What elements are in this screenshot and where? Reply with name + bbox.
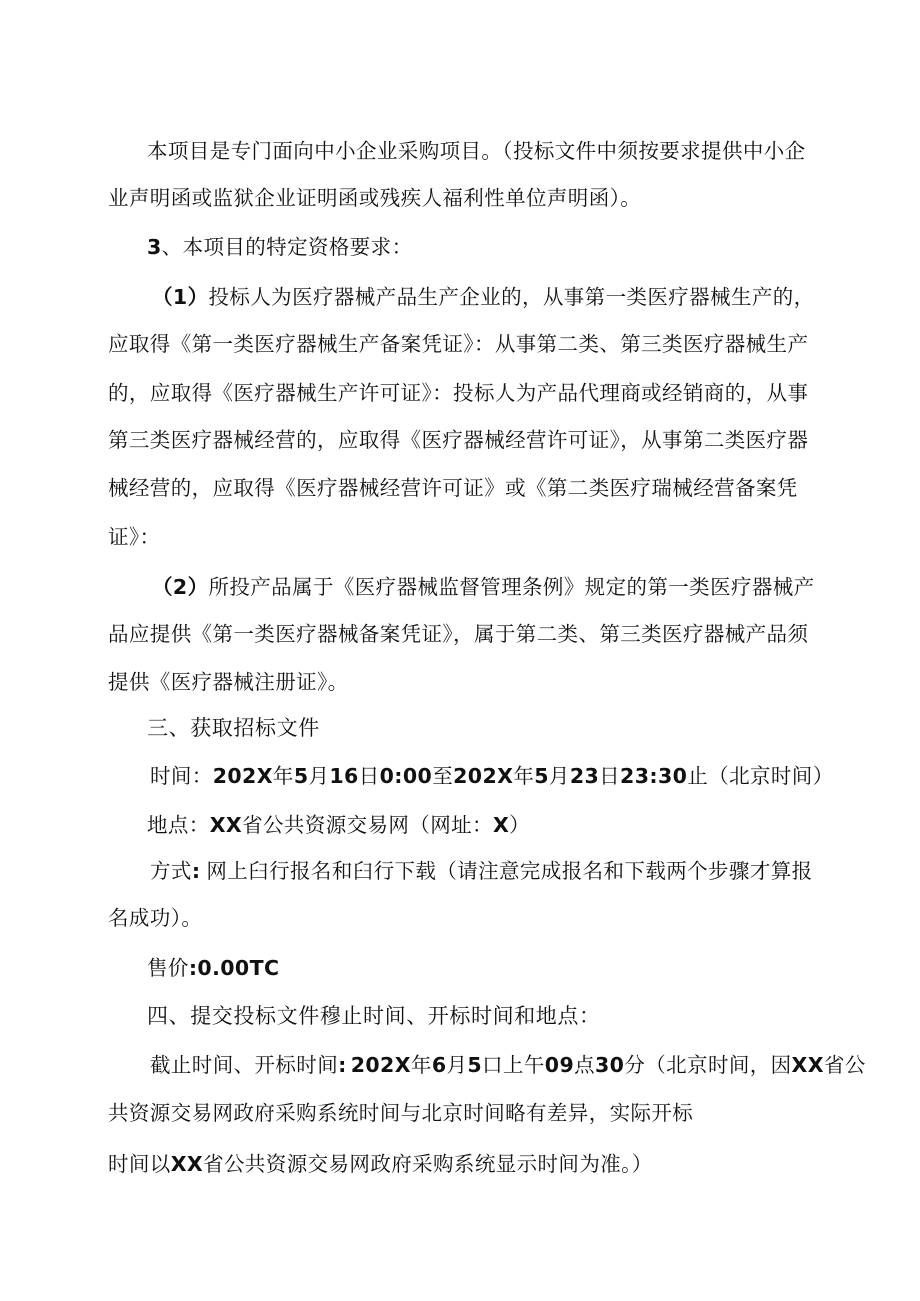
deadline-text-month: 月 — [446, 1053, 468, 1077]
location-label: 地点： — [147, 813, 210, 837]
section-3-number: 3 — [147, 235, 162, 259]
deadline-day: 5 — [467, 1053, 483, 1077]
item-2-line-1 — [152, 577, 815, 598]
time-end-day: 23 — [569, 764, 600, 788]
item-1-text: 投标人为医疗器械产品生产企业的，从事第一类医疗器械生产的， — [208, 285, 815, 309]
time-end-year: 202X — [453, 764, 514, 788]
location-line — [147, 815, 530, 836]
price-colon: : — [188, 956, 198, 980]
method-text: 网上臼行报名和臼行下载（请注意完成报名和下载两个步骤才算报 — [206, 859, 813, 883]
item-1-line-3: 的，应取得《医疗器械生产许可证》：投标人为产品代理商或经销商的，从事 — [108, 381, 809, 405]
method-line-2: 名成功）。 — [108, 906, 203, 930]
location-url: X — [492, 813, 510, 837]
item-1-line-5: 械经营的，应取得《医疗器械经营许可证》或《第二类医疗瑞械经营备案凭 — [108, 476, 798, 500]
item-1-line-4: 第三类医疗器械经营的，应取得《医疗器械经营许可证》，从事第二类医疗器 — [108, 428, 809, 452]
method-colon: : — [191, 859, 201, 883]
item-1-line-6: 证》： — [108, 525, 161, 549]
heading-section-four: 四、提交投标文件穆止时间、开标时间和地点： — [147, 1004, 601, 1028]
deadline-text-basis: 时间以 — [108, 1152, 171, 1176]
location-text: 省公共资源交易网（网址： — [242, 813, 493, 837]
method-label: 方式 — [150, 859, 192, 883]
heading-section-three: 三、获取招标文件 — [147, 716, 320, 740]
deadline-line-2: 共资源交易网政府采购系统时间与北京时间略有差异，实际开标 — [108, 1101, 694, 1125]
deadline-minute: 30 — [595, 1053, 625, 1077]
deadline-line-3 — [108, 1154, 653, 1175]
deadline-colon: : — [338, 1053, 347, 1077]
time-start-month: 5 — [293, 764, 309, 788]
section-3-text: 、本项目的特定资格要求： — [161, 235, 413, 259]
price-label: 售价 — [147, 956, 189, 980]
deadline-text-hour: 点 — [574, 1053, 596, 1077]
time-text-end: 止（北京时间） — [687, 764, 834, 788]
time-text-to: 至 — [432, 764, 454, 788]
item-2-text: 所投产品属于《医疗器械监督管理条例》规定的第一类医疗器械产 — [208, 575, 815, 599]
small-business-line-1: 本项目是专门面向中小企业采购项目。（投标文件中须按要求提供中小企 — [147, 139, 806, 163]
section-3-heading — [147, 237, 412, 258]
deadline-text-end: 省公共资源交易网政府采购系统显示时间为准。） — [203, 1152, 653, 1176]
location-province: XX — [209, 813, 243, 837]
time-text-year-2: 年 — [513, 764, 535, 788]
time-end-hour: 23:30 — [620, 764, 688, 788]
time-start-day: 16 — [329, 764, 359, 788]
method-line-1 — [150, 861, 813, 882]
deadline-month: 6 — [431, 1053, 447, 1077]
time-line — [150, 766, 834, 787]
deadline-label: 截止时间、开标时间 — [150, 1053, 339, 1077]
deadline-text-province: 省公 — [823, 1053, 866, 1077]
deadline-year: 202X — [350, 1053, 411, 1077]
deadline-province-1: XX — [791, 1053, 824, 1077]
item-1-number: （1） — [152, 285, 209, 309]
deadline-province-2: XX — [170, 1152, 204, 1176]
price-line — [147, 958, 279, 979]
time-end-month: 5 — [534, 764, 549, 788]
item-1-line-1 — [152, 287, 815, 308]
deadline-text-minute: 分（北京时间，因 — [624, 1053, 792, 1077]
item-2-line-3: 提供《医疗器械注册证》。 — [108, 670, 349, 694]
small-business-line-2: 业声明函或监狱企业证明函或残疾人福利性单位声明函）。 — [108, 186, 642, 210]
deadline-line-1 — [150, 1055, 866, 1076]
deadline-hour: 09 — [544, 1053, 575, 1077]
time-start-year: 202X — [212, 764, 273, 788]
time-text-day: 日 — [358, 764, 380, 788]
deadline-text-year: 年 — [410, 1053, 432, 1077]
item-1-line-2: 应取得《第一类医疗器械生产备案凭证》：从事第二类、第三类医疗器械生产 — [108, 332, 809, 356]
time-text-month-2: 月 — [548, 764, 570, 788]
item-2-line-2: 品应提供《第一类医疗器械备案凭证》，属于第二类、第三类医疗器械产品须 — [108, 622, 809, 646]
time-label: 时间： — [150, 764, 213, 788]
time-start-hour: 0:00 — [379, 764, 433, 788]
deadline-text-day: 口上午 — [482, 1053, 545, 1077]
item-2-number: （2） — [152, 575, 209, 599]
time-text-day-2: 日 — [599, 764, 621, 788]
location-close: ） — [509, 813, 531, 837]
price-value: 0.00TC — [197, 956, 280, 980]
time-text-year: 年 — [272, 764, 294, 788]
time-text-month: 月 — [308, 764, 330, 788]
